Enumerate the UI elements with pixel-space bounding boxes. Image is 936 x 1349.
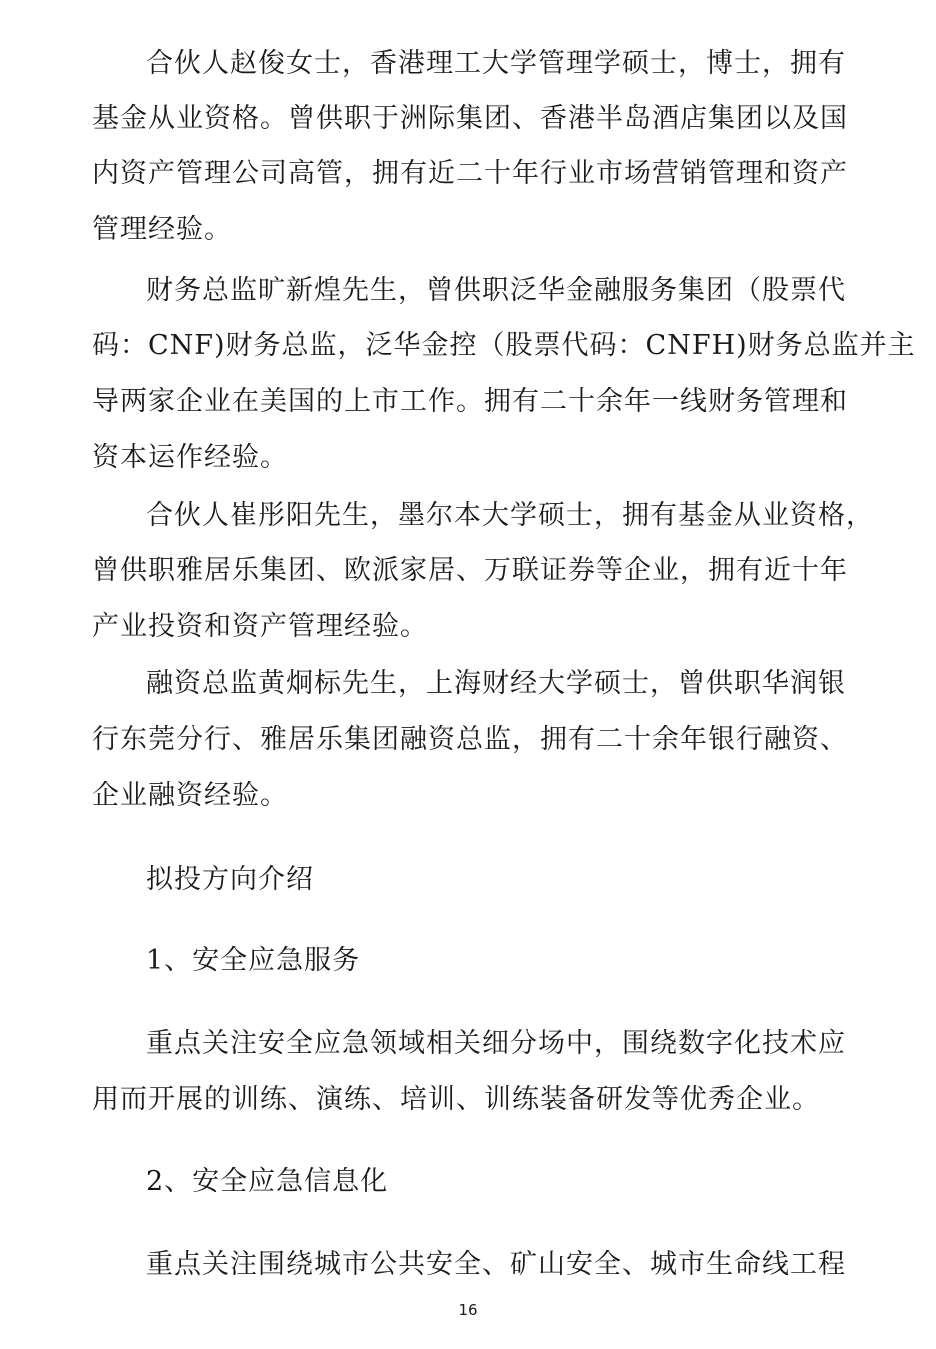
paragraph-1-line-4: 管理经验。 <box>92 214 232 245</box>
paragraph-2-line-4: 资本运作经验。 <box>92 442 288 473</box>
paragraph-3-line-1: 合伙人崔彤阳先生，墨尔本大学硕士，拥有基金从业资格， <box>146 500 874 531</box>
paragraph-4-line-2: 行东莞分行、雅居乐集团融资总监，拥有二十余年银行融资、 <box>92 724 848 755</box>
paragraph-4-line-1: 融资总监黄炯标先生，上海财经大学硕士，曾供职华润银 <box>146 668 846 699</box>
item-1-line-1: 重点关注安全应急领域相关细分场中，围绕数字化技术应 <box>146 1028 846 1059</box>
page-number: 16 <box>458 1301 478 1319</box>
item-2-line-1: 重点关注围绕城市公共安全、矿山安全、城市生命线工程 <box>146 1249 846 1280</box>
paragraph-2-line-3: 导两家企业在美国的上市工作。拥有二十余年一线财务管理和 <box>92 386 848 417</box>
paragraph-4-line-3: 企业融资经验。 <box>92 780 288 811</box>
paragraph-1-line-1: 合伙人赵俊女士，香港理工大学管理学硕士，博士，拥有 <box>146 48 846 79</box>
item-2-title: 2、安全应急信息化 <box>146 1166 389 1197</box>
paragraph-2-line-1: 财务总监旷新煌先生，曾供职泛华金融服务集团（股票代 <box>146 275 846 306</box>
paragraph-3-line-2: 曾供职雅居乐集团、欧派家居、万联证券等企业，拥有近十年 <box>92 555 848 586</box>
item-1-title: 1、安全应急服务 <box>146 945 361 976</box>
section-title: 拟投方向介绍 <box>146 864 314 895</box>
item-1-line-2: 用而开展的训练、演练、培训、训练装备研发等优秀企业。 <box>92 1084 820 1115</box>
paragraph-1-line-2: 基金从业资格。曾供职于洲际集团、香港半岛酒店集团以及国 <box>92 103 848 134</box>
paragraph-2-line-2: 码：CNF)财务总监，泛华金控（股票代码：CNFH)财务总监并主 <box>92 330 916 361</box>
paragraph-3-line-3: 产业投资和资产管理经验。 <box>92 611 428 642</box>
paragraph-1-line-3: 内资产管理公司高管，拥有近二十年行业市场营销管理和资产 <box>92 158 848 189</box>
